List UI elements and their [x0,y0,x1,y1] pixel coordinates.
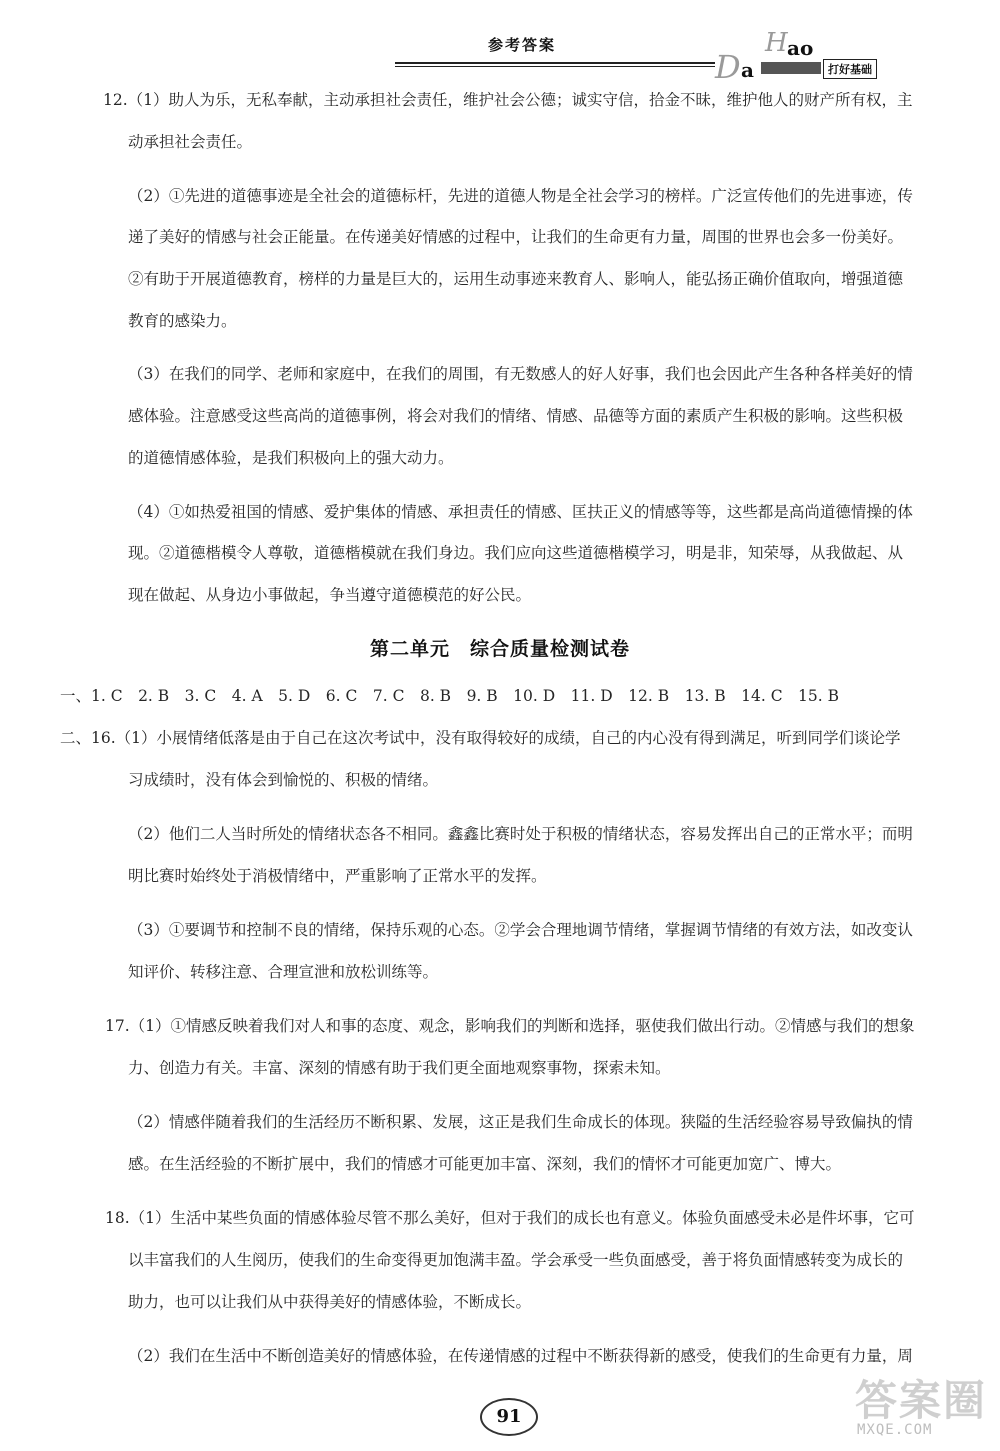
text-line: 的道德情感体验，是我们积极向上的强大动力。 [128,449,454,467]
header-rule [395,62,715,64]
text-line: 习成绩时，没有体会到愉悦的、积极的情绪。 [128,771,439,789]
page-header [0,0,1000,90]
header-title: 参考答案 [488,36,557,54]
text-line: 递了美好的情感与社会正能量。在传递美好情感的过程中，让我们的生命更有力量，周围的世界也会多一份美好。 [128,228,904,246]
text-line: 知评价、转移注意、合理宣泄和放松训练等。 [128,963,439,981]
text-line: ②有助于开展道德教育，榜样的力量是巨大的，运用生动事迹来教育人、影响人，能弘扬正确价值取向，增强道德 [128,270,904,288]
text-line: （2）①先进的道德事迹是全社会的道德标杆，先进的道德人物是全社会学习的榜样。广泛宣传他们的先进事迹，传 [128,187,913,205]
text-line: （2）情感伴随着我们的生活经历不断积累、发展，这正是我们生命成长的体现。狭隘的生活经验容易导致偏执的情 [128,1113,913,1131]
watermark-text: 答案圈 [855,1376,988,1425]
logo-bar [761,62,821,74]
multiple-choice-answers: 一、1. C 2. B 3. C 4. A 5. D 6. C 7. C 8. B 9. B 10. D 11. D 12. B 13. B 14. C 15. B [60,687,840,705]
text-line: （2）他们二人当时所处的情绪状态各不相同。鑫鑫比赛时处于积极的情绪状态，容易发挥出自己的正常水平；而明 [128,825,913,843]
text-line: 感。在生活经验的不断扩展中，我们的情感才可能更加丰富、深刻，我们的情怀才可能更加宽广、博大。 [128,1155,842,1173]
text-line: 明比赛时始终处于消极情绪中，严重影响了正常水平的发挥。 [128,867,547,885]
text-line: 12.（1）助人为乐，无私奉献，主动承担社会责任，维护社会公德；诚实守信，拾金不昧，维护他人的财产所有权，主 [103,91,913,109]
text-line: 现。②道德楷模令人尊敬，道德楷模就在我们身边。我们应向这些道德楷模学习，明是非，知荣辱，从我做起、从 [128,544,904,562]
logo-letters-ao: ao [787,36,814,60]
watermark-url: MXQE.COM [857,1422,933,1438]
text-line: 教育的感染力。 [128,312,237,330]
watermark [855,1368,995,1448]
unit-title: 第二单元 综合质量检测试卷 [369,638,630,660]
text-line: 现在做起、从身边小事做起，争当遵守道德模范的好公民。 [128,586,532,604]
header-rule-thin [395,66,715,67]
text-line: 以丰富我们的人生阅历，使我们的生命变得更加饱满丰盈。学会承受一些负面感受，善于将负面情感转变为成长的 [128,1251,904,1269]
text-line: （4）①如热爱祖国的情感、爱护集体的情感、承担责任的情感、匡扶正义的情感等等，这些都是高尚道德情操的体 [128,503,913,521]
text-line: 二、16.（1）小展情绪低落是由于自己在这次考试中，没有取得较好的成绩，自己的内心没有得到满足，听到同学们谈论学 [60,729,901,747]
text-line: 17.（1）①情感反映着我们对人和事的态度、观念，影响我们的判断和选择，驱使我们做出行动。②情感与我们的想象 [105,1017,915,1035]
text-line: 18.（1）生活中某些负面的情感体验尽管不那么美好，但对于我们的成长也有意义。体验负面感受未必是件坏事，它可 [105,1209,915,1227]
publisher-logo [715,26,895,86]
logo-letter-h: H [765,28,788,58]
text-line: （3）①要调节和控制不良的情绪，保持乐观的心态。②学会合理地调节情绪，掌握调节情绪的有效方法，如改变认 [128,921,913,939]
logo-letter-a: a [741,58,754,82]
logo-letter-d: D [715,48,741,86]
text-line: （3）在我们的同学、老师和家庭中，在我们的周围，有无数感人的好人好事，我们也会因此产生各种各样美好的情 [128,365,913,383]
text-line: 力、创造力有关。丰富、深刻的情感有助于我们更全面地观察事物，探索未知。 [128,1059,671,1077]
text-line: （2）我们在生活中不断创造美好的情感体验，在传递情感的过程中不断获得新的感受，使我们的生命更有力量，周 [128,1347,913,1365]
text-line: 助力，也可以让我们从中获得美好的情感体验，不断成长。 [128,1293,532,1311]
page-number: 91 [480,1398,538,1436]
text-line: 感体验。注意感受这些高尚的道德事例，将会对我们的情绪、情感、品德等方面的素质产生积极的影响。这些积极 [128,407,904,425]
logo-badge: 打好基础 [823,59,877,79]
text-line: 动承担社会责任。 [128,133,253,151]
